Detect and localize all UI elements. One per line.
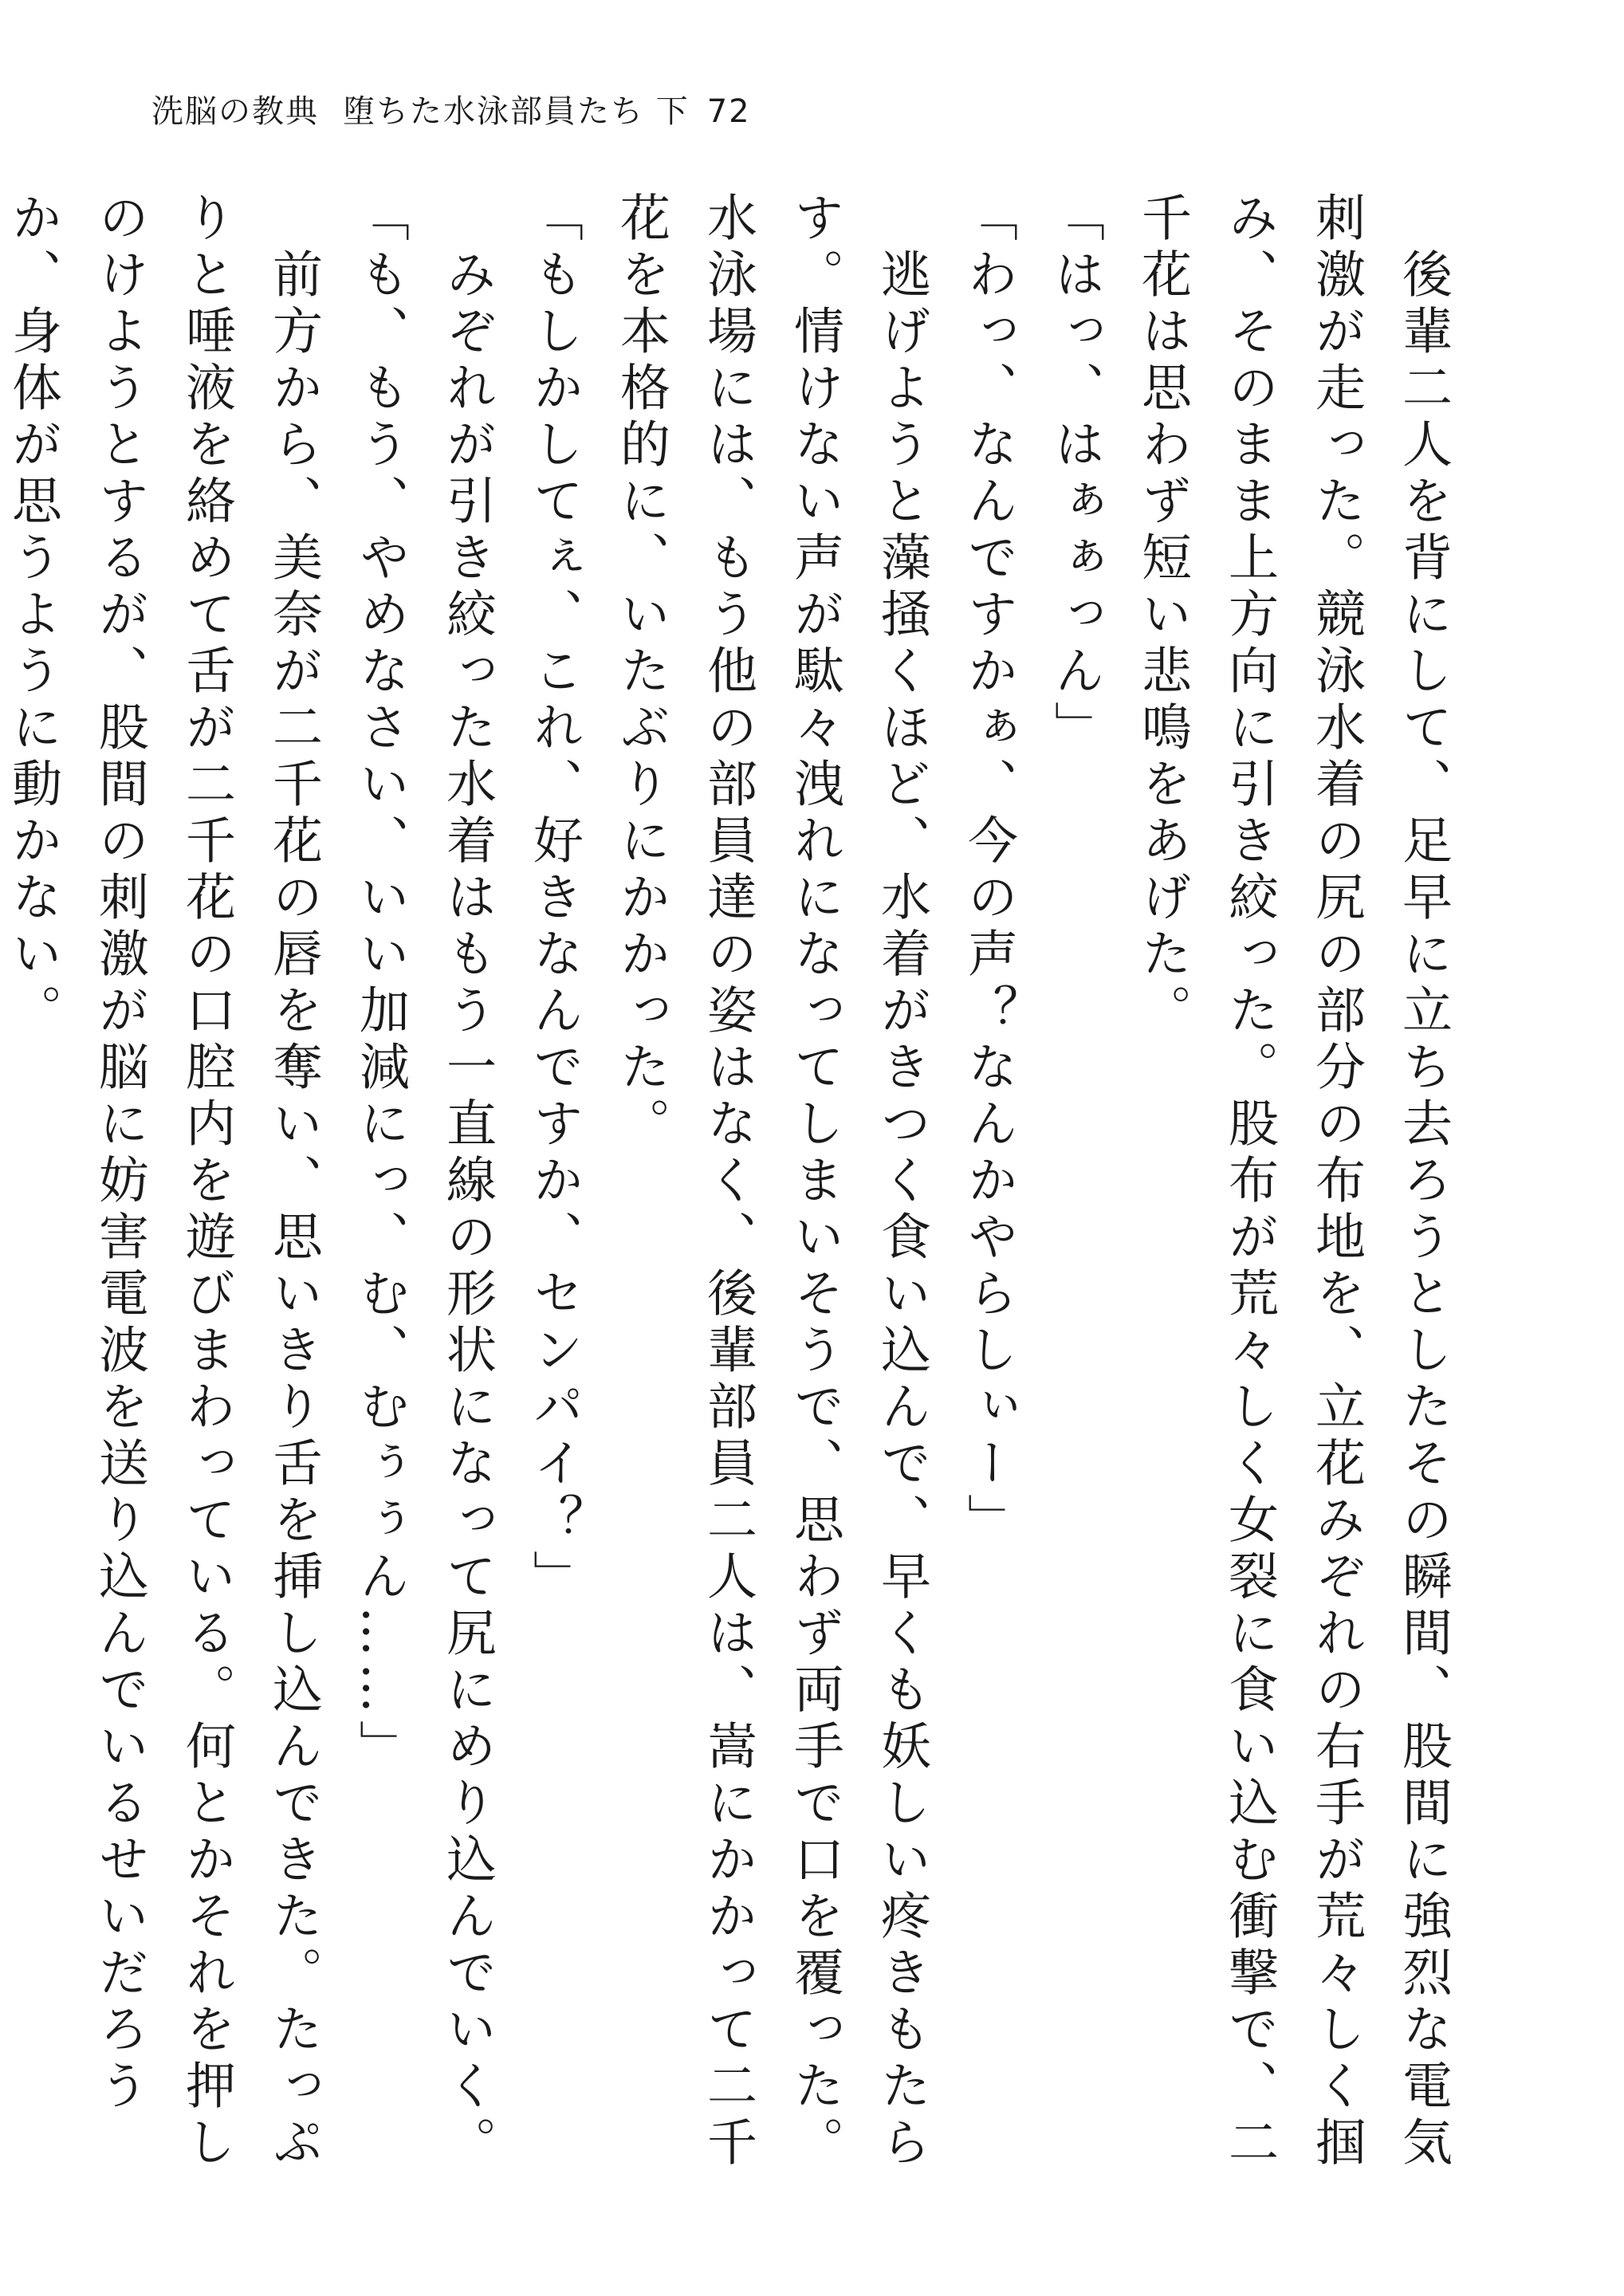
- vertical-body-text: [4, 191, 1467, 2176]
- paragraph: 逃げようと藻掻くほど、水着がきつく食い込んで、早くも妖しい疼きもたらす。情けない声が駄々洩れになってしまいそうで、思わず両手で口を覆った。水泳場には、もう他の部員達の姿はなく、後輩部員二人は、嵩にかかって二千花を本格的に、いたぶりにかかった。: [612, 191, 931, 2172]
- page-number: 72: [706, 93, 751, 130]
- chapter-title: 堕ちた水泳部員たち 下: [343, 93, 690, 130]
- dialogue-line: 「もしかしてぇ、これ、好きなんですか、センパイ？」: [525, 191, 584, 1606]
- running-head: [151, 88, 751, 136]
- paragraph: みぞれが引き絞った水着はもう一直線の形状になって尻にめり込んでいく。: [438, 191, 497, 2172]
- dialogue-line: 「わっ、なんですかぁ、今の声？なんかやらしぃー」: [960, 191, 1018, 1550]
- paragraph: 後輩二人を背にして、足早に立ち去ろうとしたその瞬間、股間に強烈な電気刺激が走った。競泳水着の尻の部分の布地を、立花みぞれの右手が荒々しく掴み、そのまま上方向に引き絞った。股布が荒々しく女裂に食い込む衝撃で、二千花は思わず短い悲鳴をあげた。: [1134, 191, 1453, 2172]
- dialogue-line: 「も、もう、やめなさい、いい加減にっ、む、むぅぅん……」: [352, 191, 410, 1776]
- book-title: 洗脳の教典: [151, 93, 319, 130]
- paragraph: 前方から、美奈が二千花の唇を奪い、思いきり舌を挿し込んできた。たっぷりと唾液を絡めて舌が二千花の口腔内を遊びまわっている。何とかそれを押しのけようとするが、股間の刺激が脳に妨害電波を送り込んでいるせいだろうか、身体が思うように動かない。: [4, 191, 323, 2172]
- dialogue-line: 「はっ、はぁぁっん」: [1047, 191, 1105, 757]
